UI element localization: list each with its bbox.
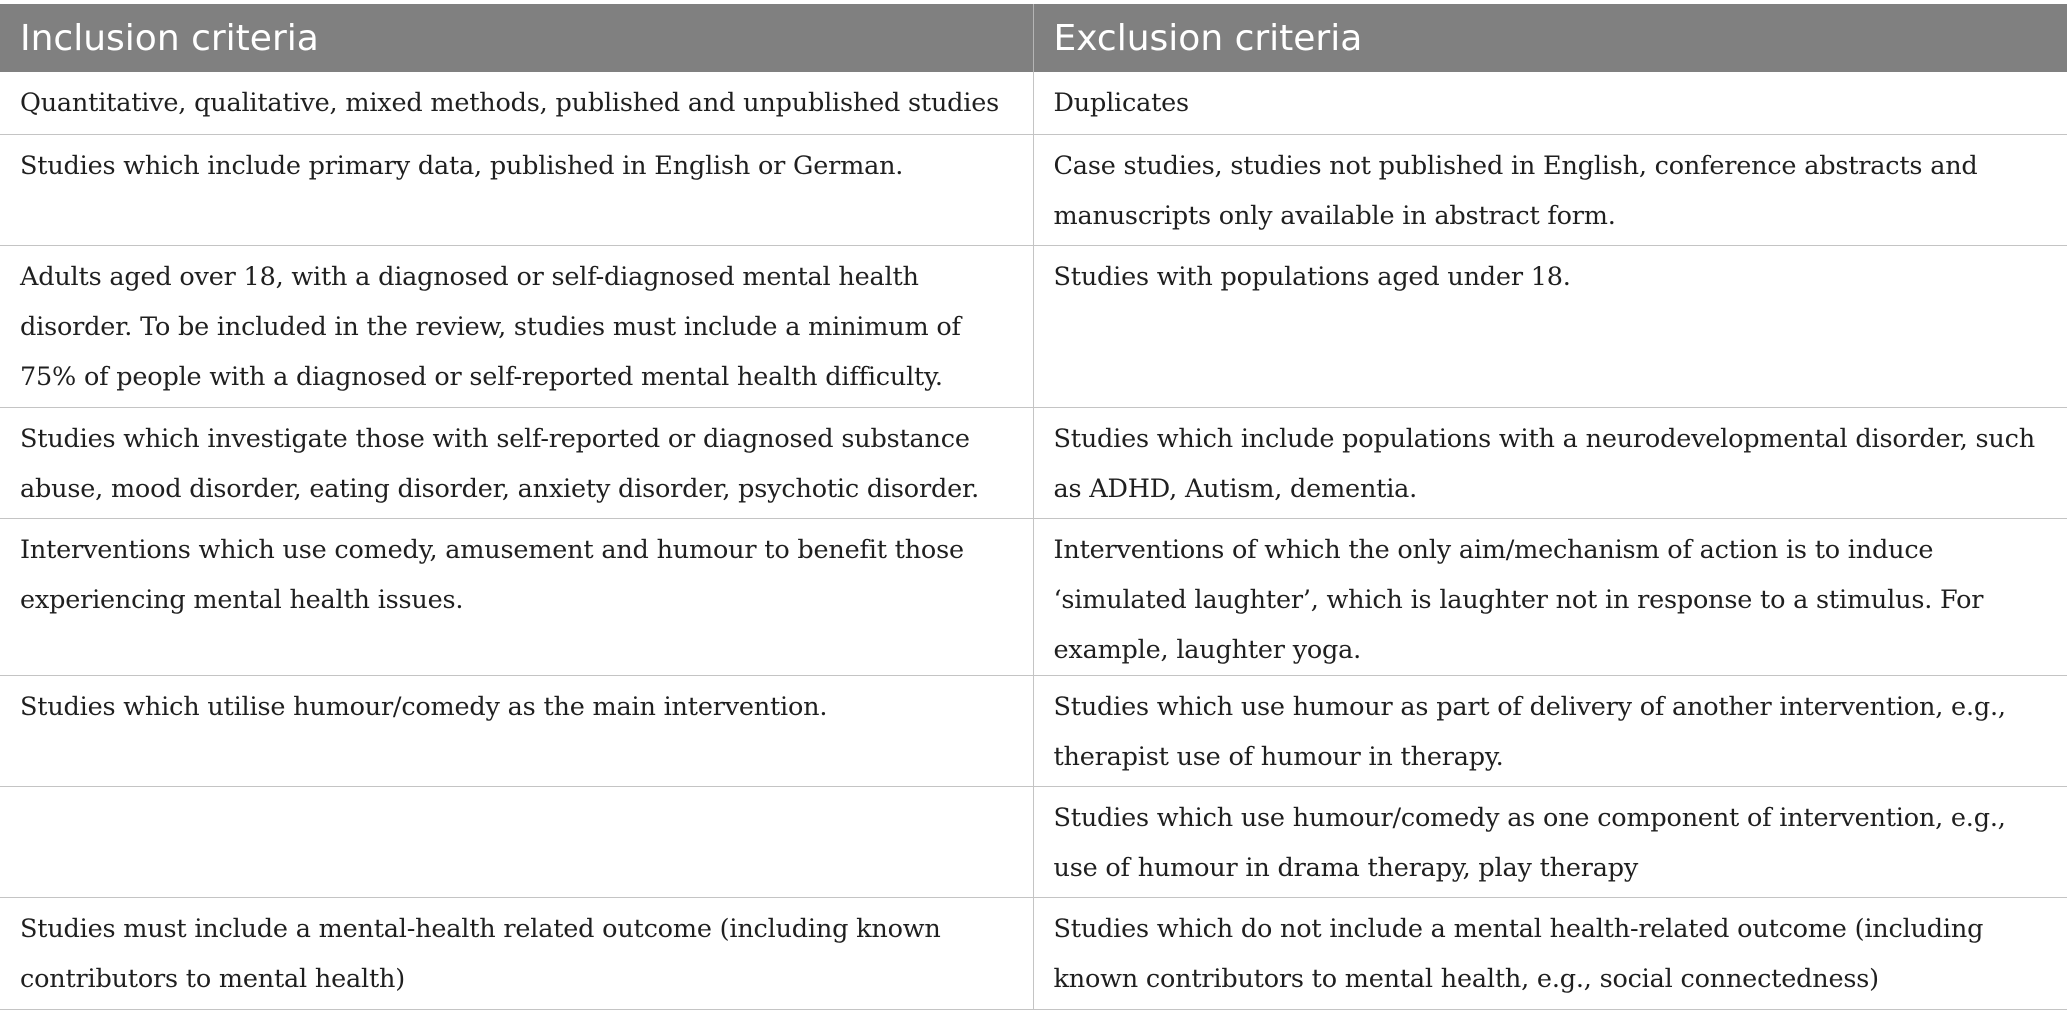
inclusion-cell: Interventions which use comedy, amusement and humour to benefit those experiencing mental health issues. <box>0 518 1033 675</box>
inclusion-cell: Adults aged over 18, with a diagnosed or self-diagnosed mental health disorder. To be included in the review, studies must include a minimum of 75% of people with a diagnosed or self-reported mental health difficulty. <box>0 245 1033 407</box>
table-row <box>0 518 2067 675</box>
table-row <box>0 897 2067 1009</box>
exclusion-cell: Interventions of which the only aim/mechanism of action is to induce ‘simulated laughter’, which is laughter not in response to a stimulus. For example, laughter yoga. <box>1033 518 2067 675</box>
exclusion-cell: Duplicates <box>1033 72 2067 134</box>
header-exclusion: Exclusion criteria <box>1033 4 2067 72</box>
table-row <box>0 245 2067 407</box>
table-row <box>0 407 2067 518</box>
exclusion-cell: Case studies, studies not published in English, conference abstracts and manuscripts only available in abstract form. <box>1033 134 2067 245</box>
table-row <box>0 675 2067 786</box>
inclusion-cell: Studies which utilise humour/comedy as the main intervention. <box>0 675 1033 786</box>
criteria-table-container <box>0 4 2067 1010</box>
header-inclusion: Inclusion criteria <box>0 4 1033 72</box>
criteria-table <box>0 4 2067 1010</box>
inclusion-cell: Studies must include a mental-health related outcome (including known contributors to mental health) <box>0 897 1033 1009</box>
exclusion-cell: Studies which include populations with a neurodevelopmental disorder, such as ADHD, Autism, dementia. <box>1033 407 2067 518</box>
table-row <box>0 134 2067 245</box>
table-header <box>0 4 2067 72</box>
exclusion-cell: Studies with populations aged under 18. <box>1033 245 2067 407</box>
table-row <box>0 786 2067 897</box>
table-body <box>0 72 2067 1009</box>
inclusion-cell: Studies which include primary data, published in English or German. <box>0 134 1033 245</box>
inclusion-cell: Studies which investigate those with self-reported or diagnosed substance abuse, mood disorder, eating disorder, anxiety disorder, psychotic disorder. <box>0 407 1033 518</box>
inclusion-cell <box>0 786 1033 897</box>
exclusion-cell: Studies which do not include a mental health-related outcome (including known contributors to mental health, e.g., social connectedness) <box>1033 897 2067 1009</box>
inclusion-cell: Quantitative, qualitative, mixed methods, published and unpublished studies <box>0 72 1033 134</box>
exclusion-cell: Studies which use humour/comedy as one component of intervention, e.g., use of humour in drama therapy, play therapy <box>1033 786 2067 897</box>
table-row <box>0 72 2067 134</box>
exclusion-cell: Studies which use humour as part of delivery of another intervention, e.g., therapist use of humour in therapy. <box>1033 675 2067 786</box>
header-row <box>0 4 2067 72</box>
